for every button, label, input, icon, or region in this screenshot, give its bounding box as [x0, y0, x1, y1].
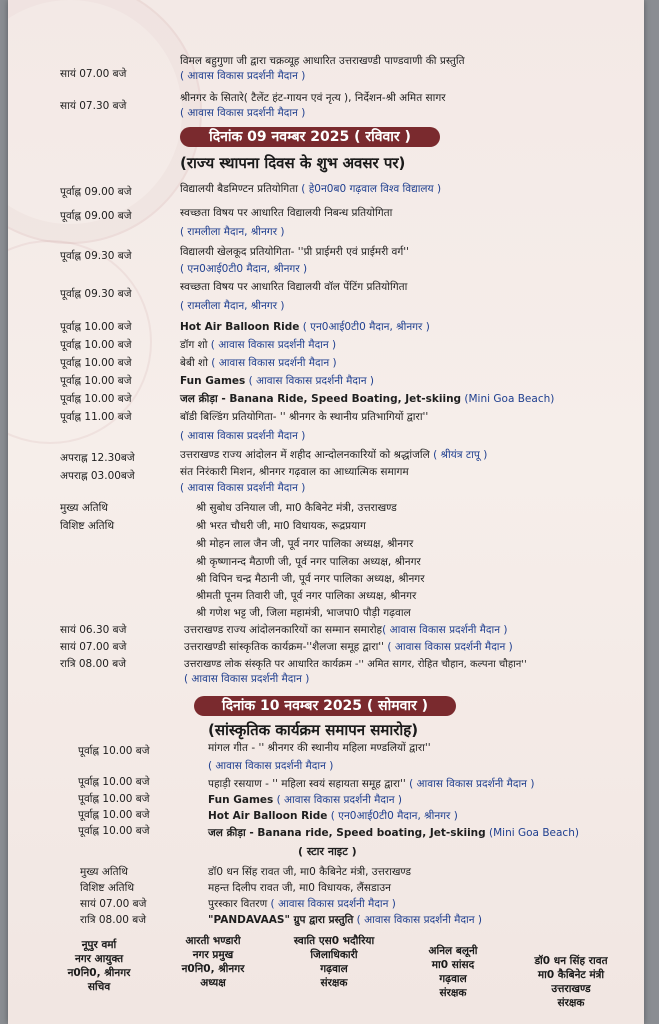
time-label: विशिष्ट अतिथि [80, 882, 135, 894]
event-text: उत्तराखण्डी सांस्कृतिक कार्यक्रम-''शैलजा समूह द्वारा'' [184, 641, 385, 653]
venue-text: ( एन0आई0टी0 मैदान, श्रीनगर ) [299, 321, 430, 333]
time-label: मुख्य अतिथि [80, 866, 129, 878]
venue-text: ( आवास विकास प्रदर्शनी मैदान ) [180, 107, 306, 119]
venue-text: ( रामलीला मैदान, श्रीनगर ) [180, 226, 285, 238]
signatory-title: नगर प्रमुख [192, 949, 234, 961]
venue-text: ( आवास विकास प्रदर्शनी मैदान ) [382, 624, 508, 636]
guest-name: श्री भरत चौधरी जी, मा0 विधायक, रूद्रप्रयाग [196, 520, 366, 532]
venue-text: ( आवास विकास प्रदर्शनी मैदान ) [245, 375, 374, 387]
venue-text: ( आवास विकास प्रदर्शनी मैदान ) [207, 357, 337, 369]
section-subtitle: (राज्य स्थापना दिवस के शुभ अवसर पर) [180, 154, 406, 172]
event-text: संत निरंकारी मिशन, श्रीनगर गढ़वाल का आध्यात्मिक समागम [180, 466, 409, 478]
signatory-role: संरक्षक [320, 977, 348, 989]
signatory-role: अध्यक्ष [200, 977, 226, 989]
signatory [44, 938, 154, 994]
event-text: बेबी शो [180, 357, 208, 369]
event-text: Hot Air Balloon Ride [180, 321, 300, 333]
venue-text: ( आवास विकास प्रदर्शनी मैदान ) [180, 70, 306, 82]
venue-text: ( आवास विकास प्रदर्शनी मैदान ) [208, 760, 334, 772]
event-text: विद्यालयी खेलकूद प्रतियोगिता- ''प्री प्राईमरी एवं प्राईमरी वर्ग'' [180, 246, 410, 258]
event-text: डॉग शो [180, 339, 208, 351]
event-line [208, 794, 402, 807]
guest-name: श्री कृष्णानन्द मैठाणी जी, पूर्व नगर पालिका अध्यक्ष, श्रीनगर [196, 556, 421, 568]
time-label: पूर्वाह्न 10.00 बजे [60, 321, 132, 333]
guest-name: श्रीमती पूनम तिवारी जी, पूर्व नगर पालिका अध्यक्ष, श्रीनगर [196, 590, 417, 602]
time-label: सायं 06.30 बजे [60, 624, 127, 636]
event-line [184, 641, 513, 654]
event-text: उत्तराखण्ड राज्य आंदोलन में शहीद आन्दोलनकारियों को श्रद्धांजलि [180, 449, 430, 461]
event-line [180, 375, 374, 388]
venue-text: (Mini Goa Beach) [485, 827, 579, 839]
guest-role: मुख्य अतिथि [60, 502, 109, 514]
date-banner: दिनांक 10 नवम्बर 2025 ( सोमवार ) [194, 696, 456, 716]
time-label: पूर्वाह्न 10.00 बजे [60, 393, 132, 405]
venue-text: ( एन0आई0टी0 मैदान, श्रीनगर ) [327, 810, 458, 822]
time-label: रात्रि 08.00 बजे [80, 914, 147, 926]
event-text: Fun Games [208, 794, 274, 806]
time-label: सायं 07.00 बजे [60, 68, 127, 80]
event-text: मांगल गीत - '' श्रीनगर की स्थानीय महिला मण्डलियों द्वारा'' [208, 742, 431, 754]
event-text: पुरस्कार वितरण [208, 898, 268, 910]
event-line [208, 810, 458, 823]
event-line [184, 624, 508, 637]
event-text: जल क्रीड़ा - Banana ride, Speed boating, Jet-skiing [208, 827, 486, 839]
guest-role: विशिष्ट अतिथि [60, 520, 115, 532]
venue-text: ( आवास विकास प्रदर्शनी मैदान ) [184, 673, 310, 685]
time-label: पूर्वाह्न 10.00 बजे [78, 776, 150, 788]
time-label: पूर्वाह्न 10.00 बजे [78, 825, 150, 837]
signatory-title: जिलाधिकारी [310, 949, 358, 961]
signatory [400, 944, 506, 1000]
event-line [208, 898, 396, 911]
event-line [180, 339, 336, 352]
venue-text: ( आवास विकास प्रदर्शनी मैदान ) [273, 794, 402, 806]
event-line [180, 321, 430, 334]
venue-text: ( हे0न0ब0 गढ़वाल विश्व विद्यालय ) [297, 183, 442, 195]
signatory-office: उत्तराखण्ड [551, 983, 591, 995]
time-label: पूर्वाह्न 09.30 बजे [60, 250, 132, 262]
time-label: पूर्वाह्न 10.00 बजे [60, 357, 132, 369]
section-subtitle: (सांस्कृतिक कार्यक्रम समापन समारोह) [208, 721, 419, 739]
signatory [508, 954, 634, 1010]
signatory-office: गढ़वाल [320, 963, 348, 975]
signatory-office: न0नि0, श्रीनगर [67, 967, 131, 979]
time-label: सायं 07.00 बजे [60, 641, 127, 653]
signatory-name: स्वाति एस0 भदौरिया [293, 935, 375, 947]
event-line [180, 393, 554, 406]
time-label: अपराह्न 03.00बजे [60, 470, 135, 482]
event-text: बॉडी बिल्डिंग प्रतियोगिता- '' श्रीनगर के स्थानीय प्रतिभागियों द्वारा'' [180, 411, 429, 423]
date-banner: दिनांक 09 नवम्बर 2025 ( रविवार ) [180, 127, 440, 147]
signatory-name: डॉ0 धन सिंह रावत [534, 955, 608, 967]
time-label: पूर्वाह्न 10.00 बजे [78, 809, 150, 821]
venue-text: ( रामलीला मैदान, श्रीनगर ) [180, 300, 285, 312]
time-label: पूर्वाह्न 09.00 बजे [60, 186, 132, 198]
event-line [208, 914, 482, 927]
event-text: स्वच्छता विषय पर आधारित विद्यालयी वॉल पेंटिंग प्रतियोगिता [180, 281, 408, 293]
signatory-title: मा0 कैबिनेट मंत्री [537, 969, 605, 981]
venue-text: (Mini Goa Beach) [461, 393, 555, 405]
time-label: अपराह्न 12.30बजे [60, 452, 135, 464]
time-label: पूर्वाह्न 10.00 बजे [78, 793, 150, 805]
guest-name: श्री गणेश भट्ट जी, जिला महामंत्री, भाजपा0 पौड़ी गढ़वाल [196, 607, 411, 619]
venue-text: ( आवास विकास प्रदर्शनी मैदान ) [207, 339, 337, 351]
event-text: पहाड़ी रसयाण - '' महिला स्वयं सहायता समूह द्वारा'' [208, 778, 406, 790]
time-label: पूर्वाह्न 10.00 बजे [60, 375, 132, 387]
venue-text: ( आवास विकास प्रदर्शनी मैदान ) [353, 914, 483, 926]
event-text: स्वच्छता विषय पर आधारित विद्यालयी निबन्ध प्रतियोगिता [180, 207, 393, 219]
signatory-name: आरती भण्डारी [185, 935, 241, 947]
event-text: महन्त दिलीप रावत जी, मा0 विधायक, लैंसडाउन [208, 882, 391, 894]
program-sheet [8, 0, 644, 1024]
venue-text: ( आवास विकास प्रदर्शनी मैदान ) [267, 898, 396, 910]
event-line [208, 778, 534, 791]
time-label: पूर्वाह्न 11.00 बजे [60, 411, 132, 423]
signatory-office: गढ़वाल [439, 973, 467, 985]
guest-name: श्री विपिन चन्द्र मैठानी जी, पूर्व नगर पालिका अध्यक्ष, श्रीनगर [196, 573, 425, 585]
event-text: उत्तराखण्ड लोक संस्कृति पर आधारित कार्यक्रम -'' अमित सागर, रोहित चौहान, कल्पना चौहान'' [184, 659, 527, 670]
signatory-name: नूपुर वर्मा [81, 939, 117, 951]
event-line [208, 827, 579, 840]
event-text: जल क्रीड़ा - Banana Ride, Speed Boating, Jet-skiing [180, 393, 462, 405]
event-text: उत्तराखण्ड राज्य आंदोलनकारियों का सम्मान समारोह [184, 624, 383, 636]
event-line [180, 449, 487, 462]
event-text: विमल बहुगुणा जी द्वारा चक्रव्यूह आधारित उत्तराखण्डी पाण्डवाणी की प्रस्तुति [180, 55, 465, 67]
time-label: पूर्वाह्न 10.00 बजे [60, 339, 132, 351]
signatory-role: संरक्षक [439, 987, 467, 999]
event-text: विद्यालयी बैडमिण्टन प्रतियोगिता [180, 183, 298, 195]
venue-text: ( आवास विकास प्रदर्शनी मैदान ) [180, 430, 306, 442]
venue-text: ( आवास विकास प्रदर्शनी मैदान ) [384, 641, 513, 653]
signatory-title: नगर आयुक्त [74, 953, 124, 965]
time-label: सायं 07.30 बजे [60, 100, 127, 112]
event-text: Fun Games [180, 375, 246, 387]
signatory [270, 934, 398, 990]
signatory-title: मा0 सांसद [431, 959, 475, 971]
guest-name: श्री सुबोध उनियाल जी, मा0 कैबिनेट मंत्री, उत्तराखण्ड [196, 502, 397, 514]
star-night-heading: ( स्टार नाइट ) [298, 845, 357, 858]
event-line [180, 183, 441, 196]
time-label: पूर्वाह्न 09.30 बजे [60, 288, 132, 300]
venue-text: ( आवास विकास प्रदर्शनी मैदान ) [180, 482, 306, 494]
time-label: सायं 07.00 बजे [80, 898, 147, 910]
signatory-role: संरक्षक [557, 997, 585, 1009]
venue-text: ( एन0आई0टी0 मैदान, श्रीनगर ) [180, 263, 308, 275]
event-line [180, 357, 337, 370]
event-text: श्रीनगर के सितारे( टैलेंट हंट-गायन एवं नृत्य ), निर्देशन-श्री अमित सागर [180, 92, 446, 104]
time-label: रात्रि 08.00 बजे [60, 658, 127, 670]
event-text: डॉ0 धन सिंह रावत जी, मा0 कैबिनेट मंत्री, उत्तराखण्ड [208, 866, 412, 878]
signatory-name: अनिल बलूनी [428, 945, 478, 957]
venue-text: ( आवास विकास प्रदर्शनी मैदान ) [405, 778, 535, 790]
guest-name: श्री मोहन लाल जैन जी, पूर्व नगर पालिका अध्यक्ष, श्रीनगर [196, 538, 414, 550]
signatory-office: न0नि0, श्रीनगर [181, 963, 245, 975]
venue-text: ( श्रीयंत्र टापू ) [429, 449, 488, 461]
event-text: "PANDAVAAS" ग्रुप द्वारा प्रस्तुति [208, 914, 354, 926]
event-text: Hot Air Balloon Ride [208, 810, 328, 822]
signatory-role: सचिव [87, 981, 111, 993]
time-label: पूर्वाह्न 09.00 बजे [60, 210, 132, 222]
signatory [158, 934, 268, 990]
time-label: पूर्वाह्न 10.00 बजे [78, 745, 150, 757]
